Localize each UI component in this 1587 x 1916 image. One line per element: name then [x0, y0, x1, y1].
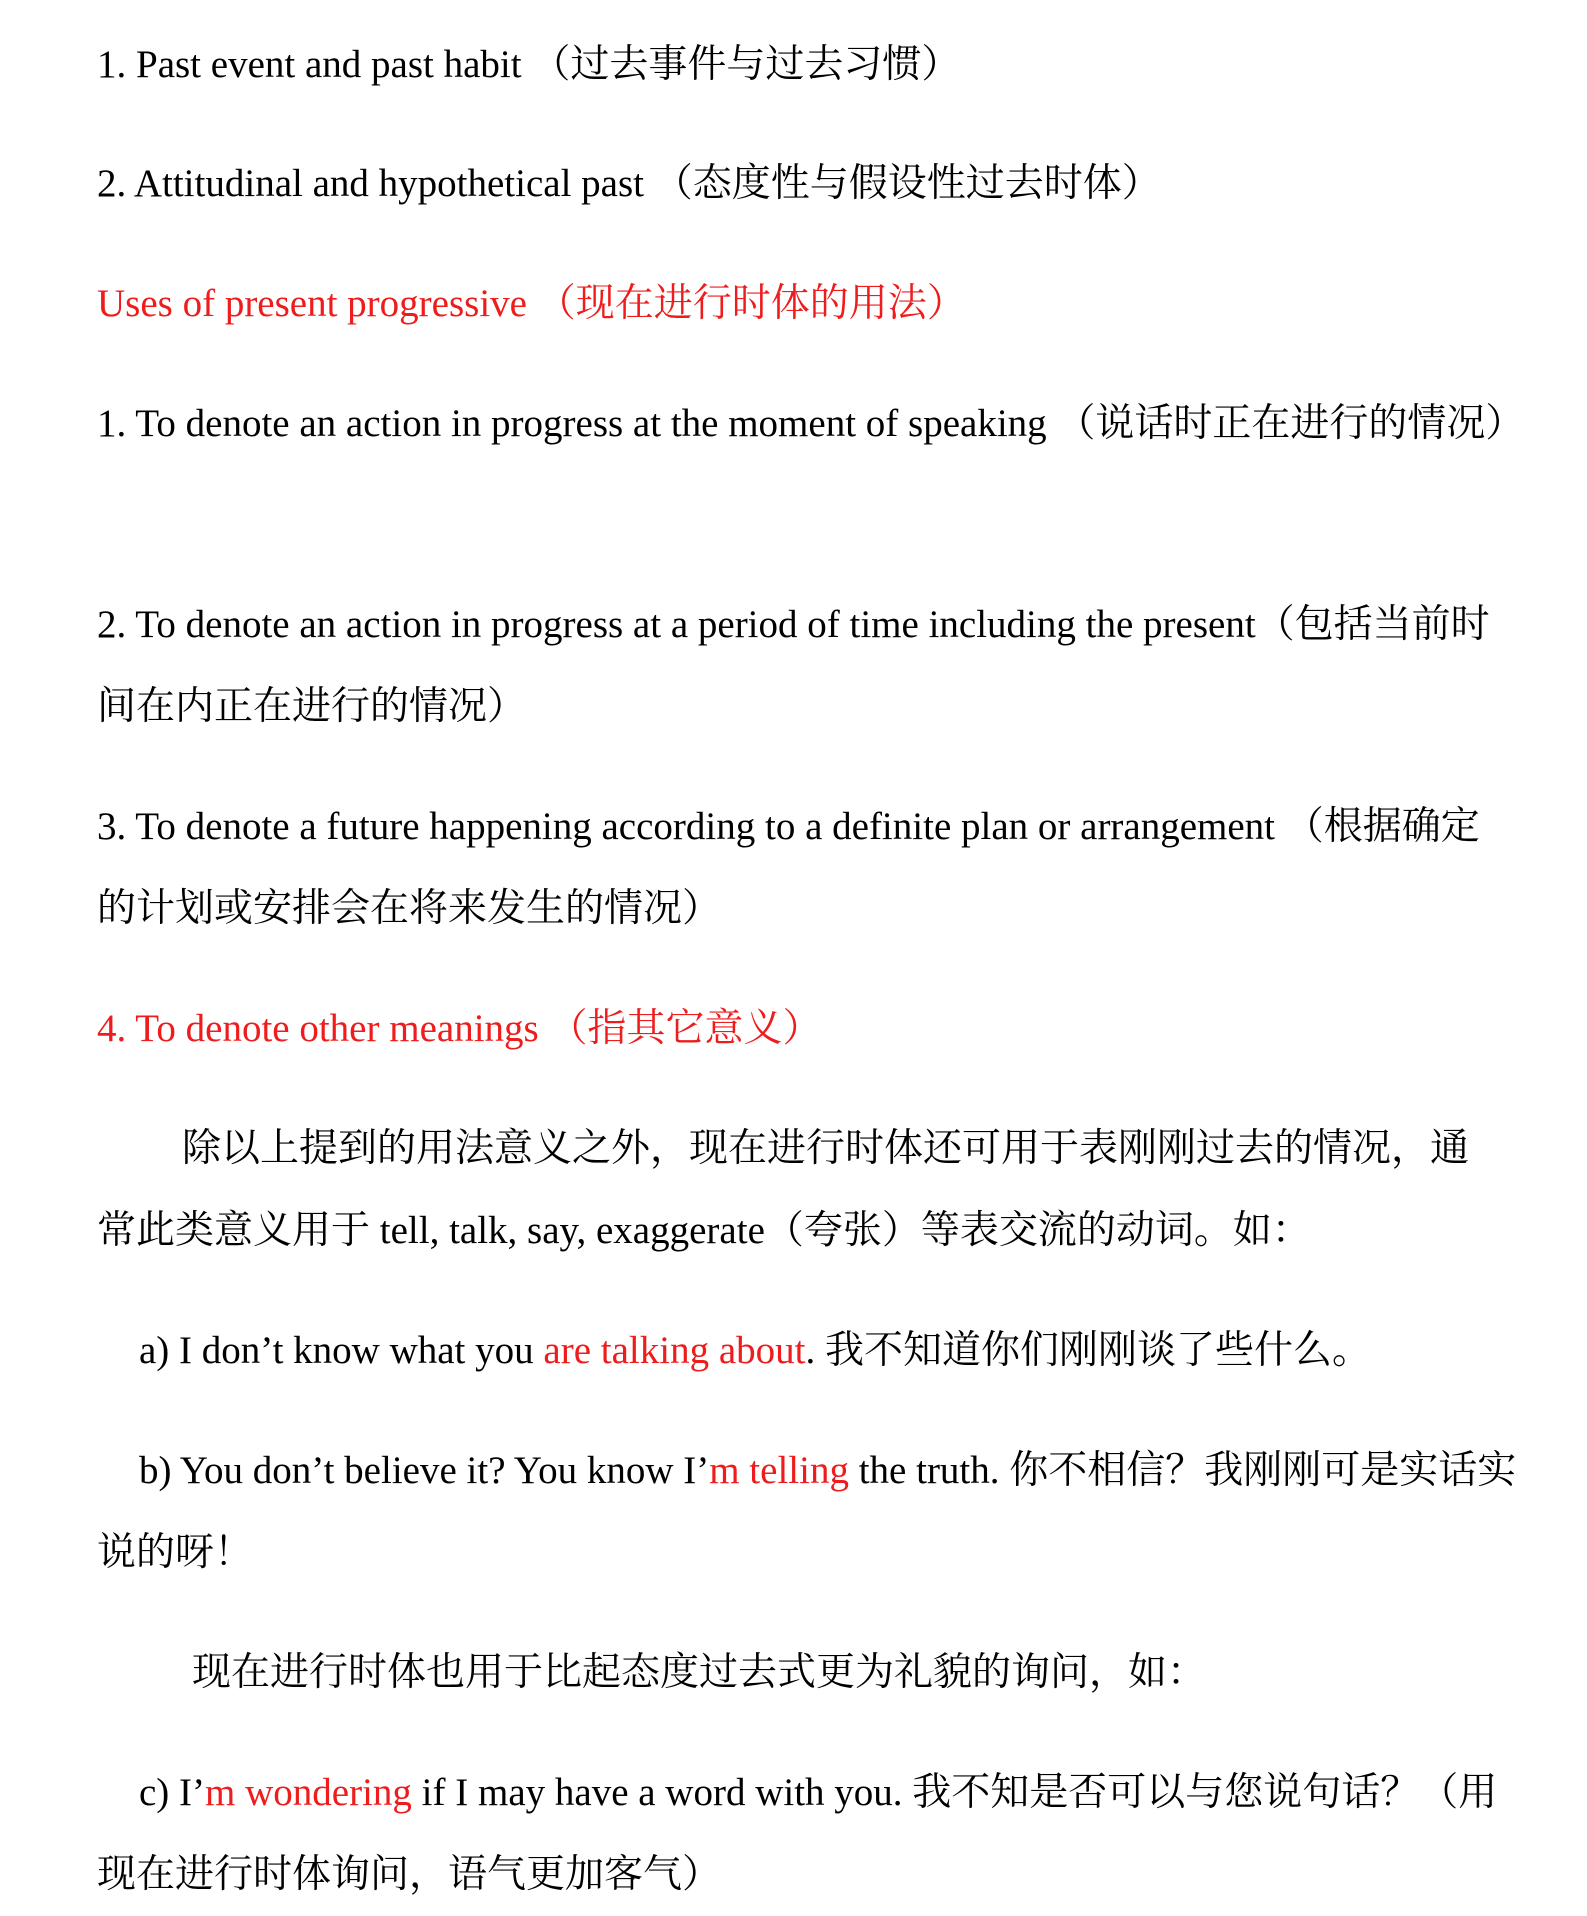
use-4-heading: 4. To denote other meanings （指其它意义） [97, 1007, 822, 1050]
past-use-1: 1. Past event and past habit （过去事件与过去习惯） [97, 43, 961, 86]
example-a-highlight: are talking about [543, 1329, 806, 1372]
use-3: 3. To denote a future happening according to a definite plan or arrangement （根据确定的计划或安排会在将来发生的情况） [97, 805, 1480, 930]
example-a-after: . 我不知道你们刚刚谈了些什么。 [805, 1329, 1371, 1372]
example-b-after: the truth. 你不相信？我刚刚可是实话实说的呀！ [97, 1449, 1517, 1574]
example-b [97, 1430, 1517, 1594]
section-heading: Uses of present progressive （现在进行时体的用法） [97, 282, 966, 325]
example-c-after: if I may have a word with you. 我不知是否可以与您说句话？（用现在进行时体询问，语气更加客气） [97, 1771, 1498, 1896]
example-b-highlight: m telling [709, 1449, 849, 1492]
use-1: 1. To denote an action in progress at the moment of speaking （说话时正在进行的情况） [97, 402, 1525, 445]
past-use-2: 2. Attitudinal and hypothetical past （态度性与假设性过去时体） [97, 162, 1161, 205]
example-c-highlight: m wondering [205, 1771, 412, 1814]
example-c-before: c) I’ [139, 1771, 206, 1814]
example-c [97, 1752, 1517, 1916]
explanation-1: 除以上提到的用法意义之外，现在进行时体还可用于表刚刚过去的情况，通常此类意义用于 tell, talk, say, exaggerate（夸张）等表交流的动词。如： [97, 1127, 1470, 1252]
example-a-before: a) I don’t know what you [139, 1329, 544, 1372]
use-2: 2. To denote an action in progress at a period of time including the present（包括当前时间在内正在进行的情况） [97, 603, 1490, 728]
example-a [97, 1310, 1559, 1392]
example-b-before: b) You don’t believe it? You know I’ [139, 1449, 710, 1492]
explanation-2: 现在进行时体也用于比起态度过去式更为礼貌的询问，如： [192, 1651, 1207, 1694]
